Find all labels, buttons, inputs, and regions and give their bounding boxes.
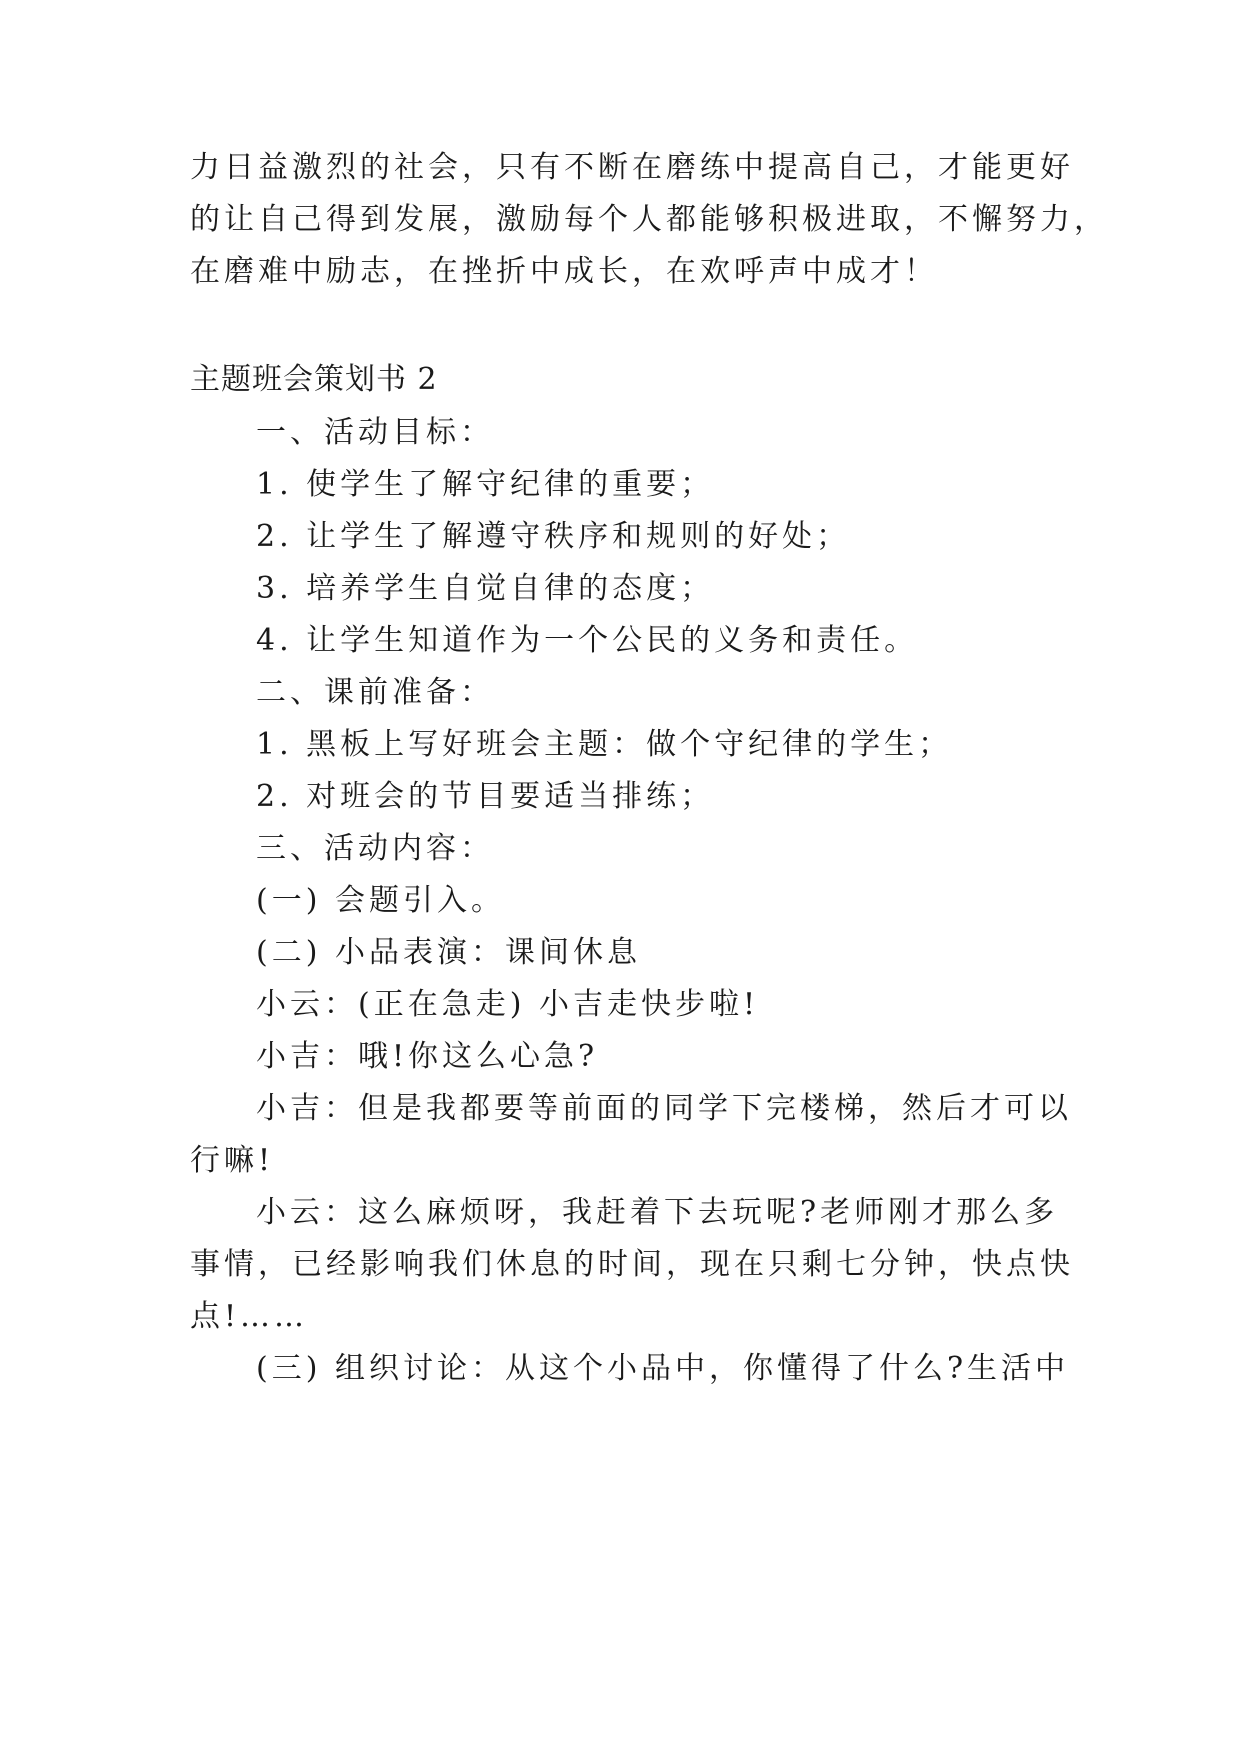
prep-item-1: 1. 黑板上写好班会主题：做个守纪律的学生； (256, 727, 953, 762)
content-item-3: (三) 组织讨论：从这个小品中，你懂得了什么?生活中 (256, 1351, 1070, 1386)
dialogue-3-line-1: 小吉：但是我都要等前面的同学下完楼梯，然后才可以 (256, 1091, 1072, 1126)
goals-heading: 一、活动目标： (256, 415, 494, 450)
dialogue-4-line-2: 事情，已经影响我们休息的时间，现在只剩七分钟，快点快 (190, 1247, 1074, 1282)
content-item-1: (一) 会题引入。 (256, 883, 505, 918)
content-item-2: (二) 小品表演：课间休息 (256, 935, 641, 970)
dialogue-4-line-3: 点!…… (190, 1299, 309, 1334)
content-heading: 三、活动内容： (256, 831, 494, 866)
prep-heading: 二、课前准备： (256, 675, 494, 710)
intro-line-2: 的让自己得到发展，激励每个人都能够积极进取，不懈努力， (190, 202, 1108, 237)
dialogue-4-line-1: 小云：这么麻烦呀，我赶着下去玩呢?老师刚才那么多 (256, 1195, 1059, 1230)
goal-item-2: 2. 让学生了解遵守秩序和规则的好处； (256, 519, 851, 554)
dialogue-1: 小云：(正在急走) 小吉走快步啦! (256, 987, 759, 1022)
intro-line-3: 在磨难中励志，在挫折中成长，在欢呼声中成才！ (190, 254, 938, 289)
goal-item-1: 1. 使学生了解守纪律的重要； (256, 467, 715, 502)
dialogue-2: 小吉：哦!你这么心急? (256, 1039, 599, 1074)
intro-line-1: 力日益激烈的社会，只有不断在磨练中提高自己，才能更好 (190, 150, 1074, 185)
goal-item-4: 4. 让学生知道作为一个公民的义务和责任。 (256, 623, 919, 658)
dialogue-3-line-2: 行嘛! (190, 1143, 275, 1178)
goal-item-3: 3. 培养学生自觉自律的态度； (256, 571, 715, 606)
prep-item-2: 2. 对班会的节目要适当排练； (256, 779, 715, 814)
section-title: 主题班会策划书 2 (190, 362, 438, 397)
